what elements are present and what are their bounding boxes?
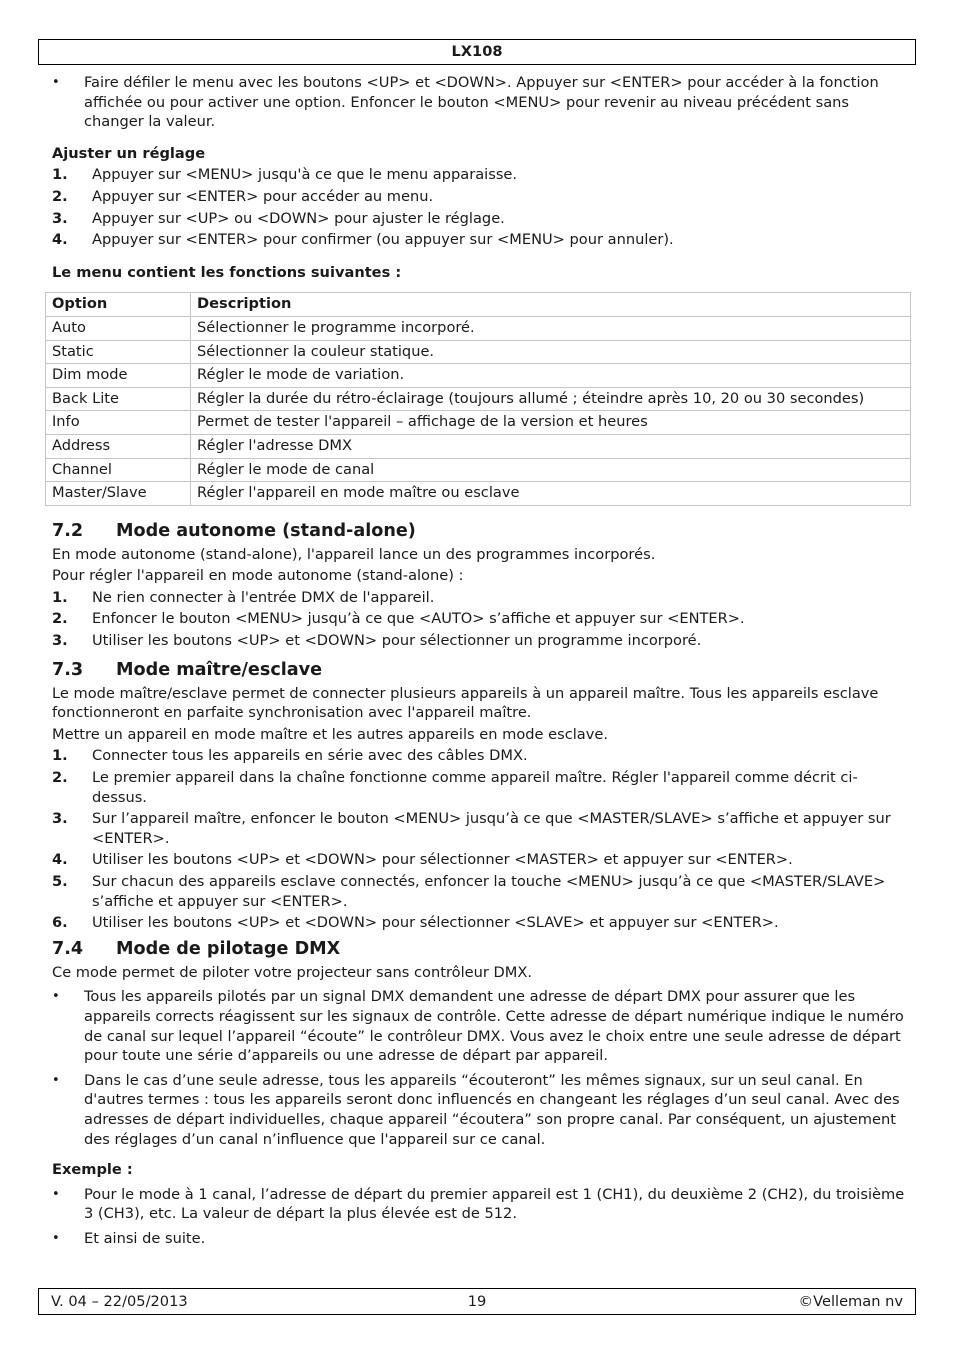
step [52, 588, 912, 608]
section-number: 7.3 [52, 659, 84, 680]
section-heading-7-3 [52, 659, 912, 681]
menu-heading: Le menu contient les fonctions suivantes : [52, 263, 402, 281]
step [52, 631, 912, 651]
table-row [46, 434, 911, 458]
page-header [38, 39, 916, 65]
section-heading-7-4 [52, 938, 912, 960]
step [52, 809, 912, 848]
section-number: 7.4 [52, 938, 84, 959]
section-title: Mode maître/esclave [116, 659, 323, 680]
bullet-item: • Dans le cas d’une seule adresse, tous les appareils “écouteront” les mêmes signaux, sur un seul canal. En d'autres termes : tous les appareils seront donc influencés en changeant les réglages d’un seul canal. Avec des adresses de départ individuelles, chaque appareil “écoutera” son propre canal. Par conséquent, un ajustement des réglages d’un canal n’influence que l'appareil sur ce canal. [52, 1071, 912, 1149]
step-number: 6. [52, 914, 68, 932]
header-title: LX108 [451, 43, 503, 60]
col-option-header: Option [46, 293, 191, 317]
paragraph: Le mode maître/esclave permet de connecter plusieurs appareils à un appareil maître. Tous les appareils esclave fonctionneront en parfaite synchronisation avec l'appareil maître. [52, 684, 879, 722]
option-cell: Channel [46, 458, 191, 482]
table-row [46, 482, 911, 506]
step-text: Appuyer sur <ENTER> pour accéder au menu. [92, 187, 434, 205]
option-cell: Static [46, 340, 191, 364]
step [52, 872, 912, 911]
step-number: 1. [52, 747, 68, 765]
step-number: 2. [52, 769, 68, 787]
step-text: Utiliser les boutons <UP> et <DOWN> pour sélectionner <MASTER> et appuyer sur <ENTER>. [92, 851, 793, 869]
step [52, 609, 912, 629]
section-heading-7-2 [52, 520, 912, 542]
step-number: 2. [52, 610, 68, 628]
option-cell: Auto [46, 316, 191, 340]
footer-copyright: ©Velleman nv [798, 1293, 903, 1310]
description-cell: Sélectionner le programme incorporé. [191, 316, 911, 340]
step-number: 1. [52, 166, 68, 184]
step [52, 850, 912, 870]
table-row [46, 387, 911, 411]
step-number: 5. [52, 873, 68, 890]
section-number: 7.2 [52, 520, 84, 541]
step-text: Appuyer sur <MENU> jusqu'à ce que le menu apparaisse. [92, 166, 518, 184]
step-text: Enfoncer le bouton <MENU> jusqu’à ce que <AUTO> s’affiche et appuyer sur <ENTER>. [92, 610, 745, 628]
description-cell: Régler l'appareil en mode maître ou esclave [191, 482, 911, 506]
adjust-step [52, 209, 912, 229]
table-row [46, 411, 911, 435]
page-content [52, 73, 912, 1251]
table-header-row [46, 293, 911, 317]
option-cell: Master/Slave [46, 482, 191, 506]
step-number: 4. [52, 231, 68, 249]
option-cell: Dim mode [46, 364, 191, 388]
step-number: 4. [52, 851, 68, 869]
step-number: 2. [52, 187, 68, 205]
step-text: Ne rien connecter à l'entrée DMX de l'appareil. [92, 588, 435, 606]
paragraph: Mettre un appareil en mode maître et les autres appareils en mode esclave. [52, 725, 608, 743]
col-description-header: Description [191, 293, 911, 317]
example-heading: Exemple : [52, 1161, 133, 1179]
bullet-item: • Pour le mode à 1 canal, l’adresse de départ du premier appareil est 1 (CH1), du deuxième 2 (CH2), du troisième 3 (CH3), etc. La valeur de départ la plus élevée est de 512. [52, 1185, 912, 1224]
step-text: Le premier appareil dans la chaîne fonctionne comme appareil maître. Régler l'appareil comme décrit ci-dessus. [92, 769, 858, 806]
adjust-step [52, 230, 912, 250]
table-row [46, 458, 911, 482]
description-cell: Régler la durée du rétro-éclairage (toujours allumé ; éteindre après 10, 20 ou 30 secondes) [191, 387, 911, 411]
section-title: Mode autonome (stand-alone) [116, 520, 416, 541]
paragraph: Ce mode permet de piloter votre projecteur sans contrôleur DMX. [52, 963, 532, 981]
adjust-step [52, 165, 912, 185]
step-text: Sur l’appareil maître, enfoncer le bouton <MENU> jusqu’à ce que <MASTER/SLAVE> s’affiche et appuyer sur <ENTER>. [92, 810, 891, 847]
option-cell: Back Lite [46, 387, 191, 411]
step-text: Utiliser les boutons <UP> et <DOWN> pour sélectionner <SLAVE> et appuyer sur <ENTER>. [92, 914, 779, 932]
step-number: 3. [52, 810, 68, 828]
option-cell: Info [46, 411, 191, 435]
intro-bullet: • Faire défiler le menu avec les boutons <UP> et <DOWN>. Appuyer sur <ENTER> pour accéder à la fonction affichée ou pour activer une option. Enfoncer le bouton <MENU> pour revenir au niveau précédent sans changer la valeur. [52, 73, 912, 132]
option-cell: Address [46, 434, 191, 458]
step-text: Appuyer sur <UP> ou <DOWN> pour ajuster le réglage. [92, 209, 505, 227]
footer-version: V. 04 – 22/05/2013 [51, 1293, 188, 1310]
description-cell: Sélectionner la couleur statique. [191, 340, 911, 364]
step-text: Appuyer sur <ENTER> pour confirmer (ou appuyer sur <MENU> pour annuler). [92, 231, 674, 249]
paragraph: Pour régler l'appareil en mode autonome (stand-alone) : [52, 567, 464, 585]
step-text: Sur chacun des appareils esclave connectés, enfoncer la touche <MENU> jusqu’à ce que <MASTER/SLAVE> s’affiche et appuyer sur <ENTER>. [92, 873, 886, 910]
table-row [46, 364, 911, 388]
step-number: 3. [52, 632, 68, 650]
paragraph: En mode autonome (stand-alone), l'appareil lance un des programmes incorporés. [52, 545, 656, 563]
step [52, 768, 912, 807]
description-cell: Régler le mode de variation. [191, 364, 911, 388]
adjust-step [52, 187, 912, 207]
description-cell: Permet de tester l'appareil – affichage de la version et heures [191, 411, 911, 435]
table-row [46, 340, 911, 364]
description-cell: Régler l'adresse DMX [191, 434, 911, 458]
step-text: Utiliser les boutons <UP> et <DOWN> pour sélectionner un programme incorporé. [92, 632, 702, 650]
step [52, 746, 912, 766]
menu-table [45, 292, 911, 505]
description-cell: Régler le mode de canal [191, 458, 911, 482]
bullet-item: • Tous les appareils pilotés par un signal DMX demandent une adresse de départ DMX pour assurer que les appareils corrects réagissent sur les signaux de contrôle. Cette adresse de départ numérique indique le numéro de canal sur lequel l’appareil “écoute” le contrôleur DMX. Vous avez le choix entre une seule adresse de départ pour toute une série d’appareils ou une adresse de départ par appareil. [52, 987, 912, 1065]
step-text: Connecter tous les appareils en série avec des câbles DMX. [92, 747, 528, 765]
page-footer [38, 1288, 916, 1315]
table-row [46, 316, 911, 340]
footer-page-number: 19 [467, 1293, 487, 1310]
step-number: 1. [52, 588, 68, 606]
adjust-heading: Ajuster un réglage [52, 144, 206, 162]
bullet-item: • Et ainsi de suite. [52, 1229, 912, 1249]
step-number: 3. [52, 209, 68, 227]
step [52, 913, 912, 933]
section-title: Mode de pilotage DMX [116, 938, 341, 959]
